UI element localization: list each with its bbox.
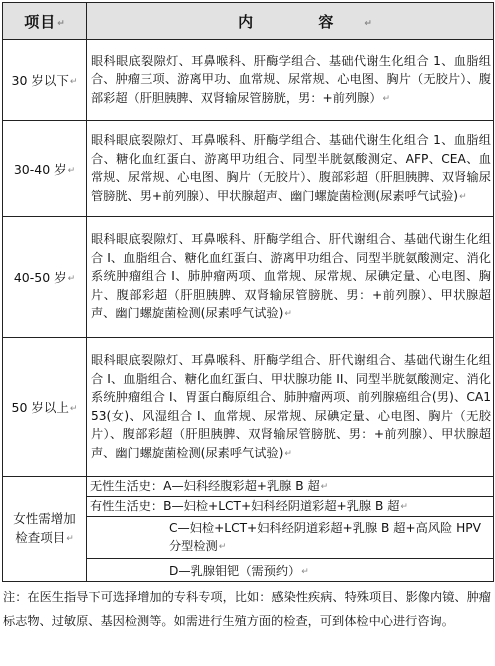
female-content-cell [87, 477, 494, 582]
content-cell [87, 338, 494, 477]
paragraph-mark-icon: ↵ [67, 274, 76, 284]
paragraph-mark-icon: ↵ [320, 482, 329, 492]
paragraph-mark-icon: ↵ [364, 18, 372, 29]
paragraph-mark-icon: ↵ [382, 93, 391, 104]
content-cell [87, 121, 494, 217]
paragraph-mark-icon: ↵ [400, 502, 408, 512]
paragraph-mark-icon: ↵ [57, 18, 65, 29]
paragraph-mark-icon: ↵ [218, 542, 227, 552]
paragraph-mark-icon: ↵ [284, 448, 292, 459]
content-text: 眼科眼底裂隙灯、耳鼻喉科、肝酶学组合、基础代谢生化组合 1、血脂组合、肿瘤三项、游离甲功、血常规、尿常规、心电图、胸片（无胶片）、腹部彩超（肝胆胰脾、双肾输尿管膀胱，男：+前列腺） [91, 53, 491, 105]
content-cell [87, 40, 494, 121]
content-text: 眼科眼底裂隙灯、耳鼻喉科、肝酶学组合、肝代谢组合、基础代谢生化组合 I、血脂组合、糖化血红蛋白、游离甲功组合、同型半胱氨酸测定、消化系统肿瘤组合 I、肺肿瘤两项、血常规、尿常规、尿碘定量、心电图、胸片、腹部彩超（肝胆胰脾、双肾输尿管膀胱、男：+前列腺）、甲状腺超声、幽门螺旋菌检测(尿素呼气试验) [91, 232, 491, 321]
female-option-c: C—妇检+LCT+妇科经阴道彩超+乳腺 B 超+高风险 HPV 分型检测↵ [87, 517, 493, 559]
female-label-cell [3, 477, 87, 582]
content-text: 眼科眼底裂隙灯、耳鼻喉科、肝酶学组合、肝代谢组合、基础代谢生化组合 I、血脂组合、糖化血红蛋白、甲状腺功能 II、同型半胱氨酸测定、消化系统肿瘤组合 I、胃蛋白酶原组合、肺肿瘤两项、前列腺癌组合(男)、CA153(女)、风湿组合 I、血常规、尿常规、尿碘定量、心电图、胸片（无胶片）、腹部彩超（肝胆胰脾、双肾输尿管膀胱、男：+前列腺）、甲状腺超声、幽门螺旋菌检测(尿素呼气试验) [91, 353, 491, 460]
female-option-a: 无性生活史：A—妇科经腹彩超+乳腺 B 超↵ [87, 477, 493, 497]
table-row-age-30-40 [3, 121, 494, 217]
age-label: 50 岁以上 [11, 400, 69, 415]
footnote [2, 582, 493, 633]
header-content-label: 内 容 [238, 12, 364, 31]
header-item-label: 项目 [24, 12, 57, 31]
table-header-row [3, 3, 494, 40]
table-row-female-extra [3, 477, 494, 582]
paragraph-mark-icon: ↵ [459, 191, 467, 202]
age-cell [3, 338, 87, 477]
age-label: 30 岁以下 [11, 73, 69, 88]
exam-table [2, 2, 494, 582]
paragraph-mark-icon: ↵ [66, 534, 74, 544]
paragraph-mark-icon: ↵ [69, 404, 78, 414]
header-content-cell [87, 3, 494, 40]
content-text: 眼科眼底裂隙灯、耳鼻喉科、肝酶学组合、基础代谢生化组合 1、血脂组合、糖化血红蛋白、游离甲功组合、同型半胱氨酸测定、AFP、CEA、血常规、尿常规、心电图、胸片（无胶片）、腹部彩超（肝胆胰脾、双肾输尿管膀胱、男+前列腺）、甲状腺超声、幽门螺旋菌检测(尿素呼气试验) [91, 133, 491, 203]
table-row-age-40-50 [3, 217, 494, 338]
footnote-text: 注：在医生指导下可选择增加的专科专项，比如：感染性疾病、特殊项目、影像内镜、肿瘤标志物、过敏原、基因检测等。如需进行生殖方面的检查，可到体检中心进行咨询。 [3, 590, 491, 628]
female-option-d: D—乳腺钼钯（需预约）↵ [169, 564, 309, 578]
female-option-b: 有性生活史：B—妇检+LCT+妇科经阴道彩超+乳腺 B 超↵ [87, 497, 493, 517]
paragraph-mark-icon: ↵ [69, 77, 78, 87]
paragraph-mark-icon: ↵ [301, 567, 309, 577]
content-cell [87, 217, 494, 338]
table-row-age-under-30 [3, 40, 494, 121]
age-cell [3, 121, 87, 217]
paragraph-mark-icon: ↵ [284, 309, 292, 320]
age-label: 30-40 岁 [13, 161, 67, 177]
age-label: 40-50 岁 [13, 270, 67, 285]
header-item-cell [3, 3, 87, 40]
age-cell [3, 40, 87, 121]
female-label: 女性需增加检查项目 [13, 511, 76, 545]
paragraph-mark-icon: ↵ [67, 165, 76, 176]
table-row-age-over-50 [3, 338, 494, 477]
exam-document [2, 2, 493, 633]
age-cell [3, 217, 87, 338]
